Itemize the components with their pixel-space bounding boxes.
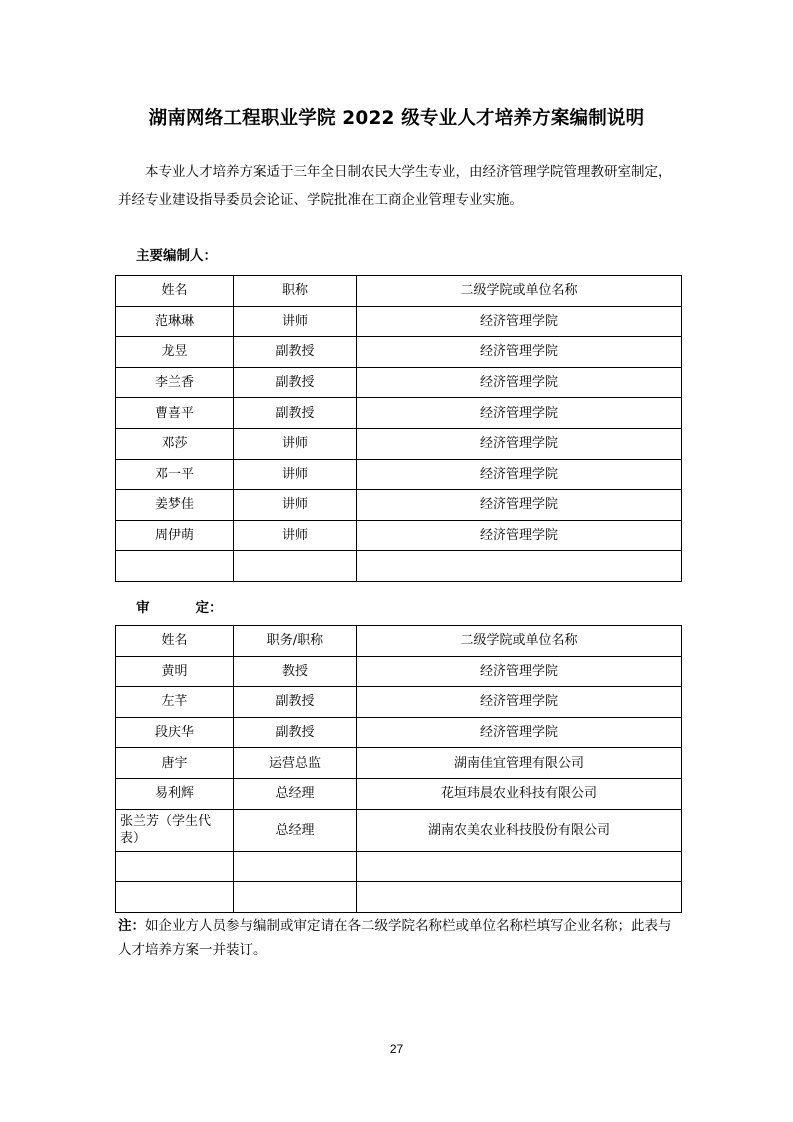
cell-unit: 花垣玮晨农业科技有限公司: [357, 778, 682, 809]
cell-name: [116, 851, 234, 882]
header-cell-unit: 二级学院或单位名称: [357, 626, 682, 657]
table-row: [116, 367, 682, 398]
cell-title: 副教授: [234, 337, 357, 368]
reviewers-label-right: 定：: [195, 600, 223, 616]
cell-unit: 经济管理学院: [357, 337, 682, 368]
page-number: 27: [389, 1042, 404, 1056]
header-cell-name: 姓名: [116, 276, 234, 307]
table-row: [116, 687, 682, 718]
cell-unit: 经济管理学院: [357, 490, 682, 521]
cell-name: [116, 882, 234, 913]
editors-section-label: 主要编制人：: [136, 248, 217, 264]
cell-unit: [357, 851, 682, 882]
header-cell-position: 职务/职称: [234, 626, 357, 657]
table-header-row: [116, 626, 682, 657]
cell-unit: 经济管理学院: [357, 428, 682, 459]
cell-position: 运营总监: [234, 748, 357, 779]
cell-unit: [357, 882, 682, 913]
cell-position: [234, 851, 357, 882]
header-cell-title: 职称: [234, 276, 357, 307]
cell-unit: 经济管理学院: [357, 717, 682, 748]
table-row-empty: [116, 882, 682, 913]
header-cell-name: 姓名: [116, 626, 234, 657]
footnote-text: 如企业方人员参与编制或审定请在各二级学院名称栏或单位名称栏填写企业名称；此表与人才培养方案一并装订。: [118, 918, 672, 958]
table-header-row: [116, 276, 682, 307]
cell-title: 讲师: [234, 306, 357, 337]
cell-name: 段庆华: [116, 717, 234, 748]
reviewers-section-label: [136, 596, 223, 616]
table-row: [116, 809, 682, 851]
table-row: [116, 459, 682, 490]
cell-position: 教授: [234, 656, 357, 687]
cell-position: 副教授: [234, 717, 357, 748]
cell-name: 李兰香: [116, 367, 234, 398]
cell-name: 唐宇: [116, 748, 234, 779]
cell-title: 副教授: [234, 367, 357, 398]
cell-title: 副教授: [234, 398, 357, 429]
cell-unit: 经济管理学院: [357, 367, 682, 398]
table-row-empty: [116, 551, 682, 582]
cell-unit: 经济管理学院: [357, 306, 682, 337]
cell-name: 易利辉: [116, 778, 234, 809]
table-row: [116, 306, 682, 337]
cell-unit: 经济管理学院: [357, 398, 682, 429]
cell-name: [116, 551, 234, 582]
cell-name: 龙昱: [116, 337, 234, 368]
header-cell-unit: 二级学院或单位名称: [357, 276, 682, 307]
cell-name: 曹喜平: [116, 398, 234, 429]
table-row: [116, 520, 682, 551]
cell-name: 周伊萌: [116, 520, 234, 551]
cell-unit: 经济管理学院: [357, 520, 682, 551]
cell-title: 讲师: [234, 520, 357, 551]
cell-unit: 湖南农美农业科技股份有限公司: [357, 809, 682, 851]
cell-title: 讲师: [234, 428, 357, 459]
cell-unit: [357, 551, 682, 582]
table-row: [116, 717, 682, 748]
cell-name: 张兰芳（学生代表）: [116, 809, 234, 851]
cell-name: 范琳琳: [116, 306, 234, 337]
footnote: [118, 914, 684, 962]
cell-position: 总经理: [234, 809, 357, 851]
table-row: [116, 778, 682, 809]
document-title: 湖南网络工程职业学院 2022 级专业人才培养方案编制说明: [148, 108, 645, 129]
table-row: [116, 656, 682, 687]
cell-position: 总经理: [234, 778, 357, 809]
editors-table: [115, 275, 682, 582]
cell-position: 副教授: [234, 687, 357, 718]
footnote-label: 注：: [118, 918, 145, 934]
cell-title: 讲师: [234, 459, 357, 490]
cell-title: [234, 551, 357, 582]
cell-position: [234, 882, 357, 913]
table-row: [116, 428, 682, 459]
table-row: [116, 337, 682, 368]
table-row: [116, 748, 682, 779]
cell-unit: 经济管理学院: [357, 459, 682, 490]
cell-name: 邓莎: [116, 428, 234, 459]
cell-name: 左芊: [116, 687, 234, 718]
cell-name: 黄明: [116, 656, 234, 687]
cell-unit: 湖南佳宜管理有限公司: [357, 748, 682, 779]
table-row: [116, 398, 682, 429]
cell-unit: 经济管理学院: [357, 656, 682, 687]
reviewers-label-left: 审: [136, 600, 150, 616]
table-row: [116, 490, 682, 521]
table-row-empty: [116, 851, 682, 882]
cell-name: 姜梦佳: [116, 490, 234, 521]
cell-unit: 经济管理学院: [357, 687, 682, 718]
reviewers-table: [115, 625, 682, 913]
cell-name: 邓一平: [116, 459, 234, 490]
intro-paragraph: 本专业人才培养方案适于三年全日制农民大学生专业，由经济管理学院管理教研室制定，并经专业建设指导委员会论证、学院批准在工商企业管理专业实施。: [118, 164, 672, 208]
cell-title: 讲师: [234, 490, 357, 521]
